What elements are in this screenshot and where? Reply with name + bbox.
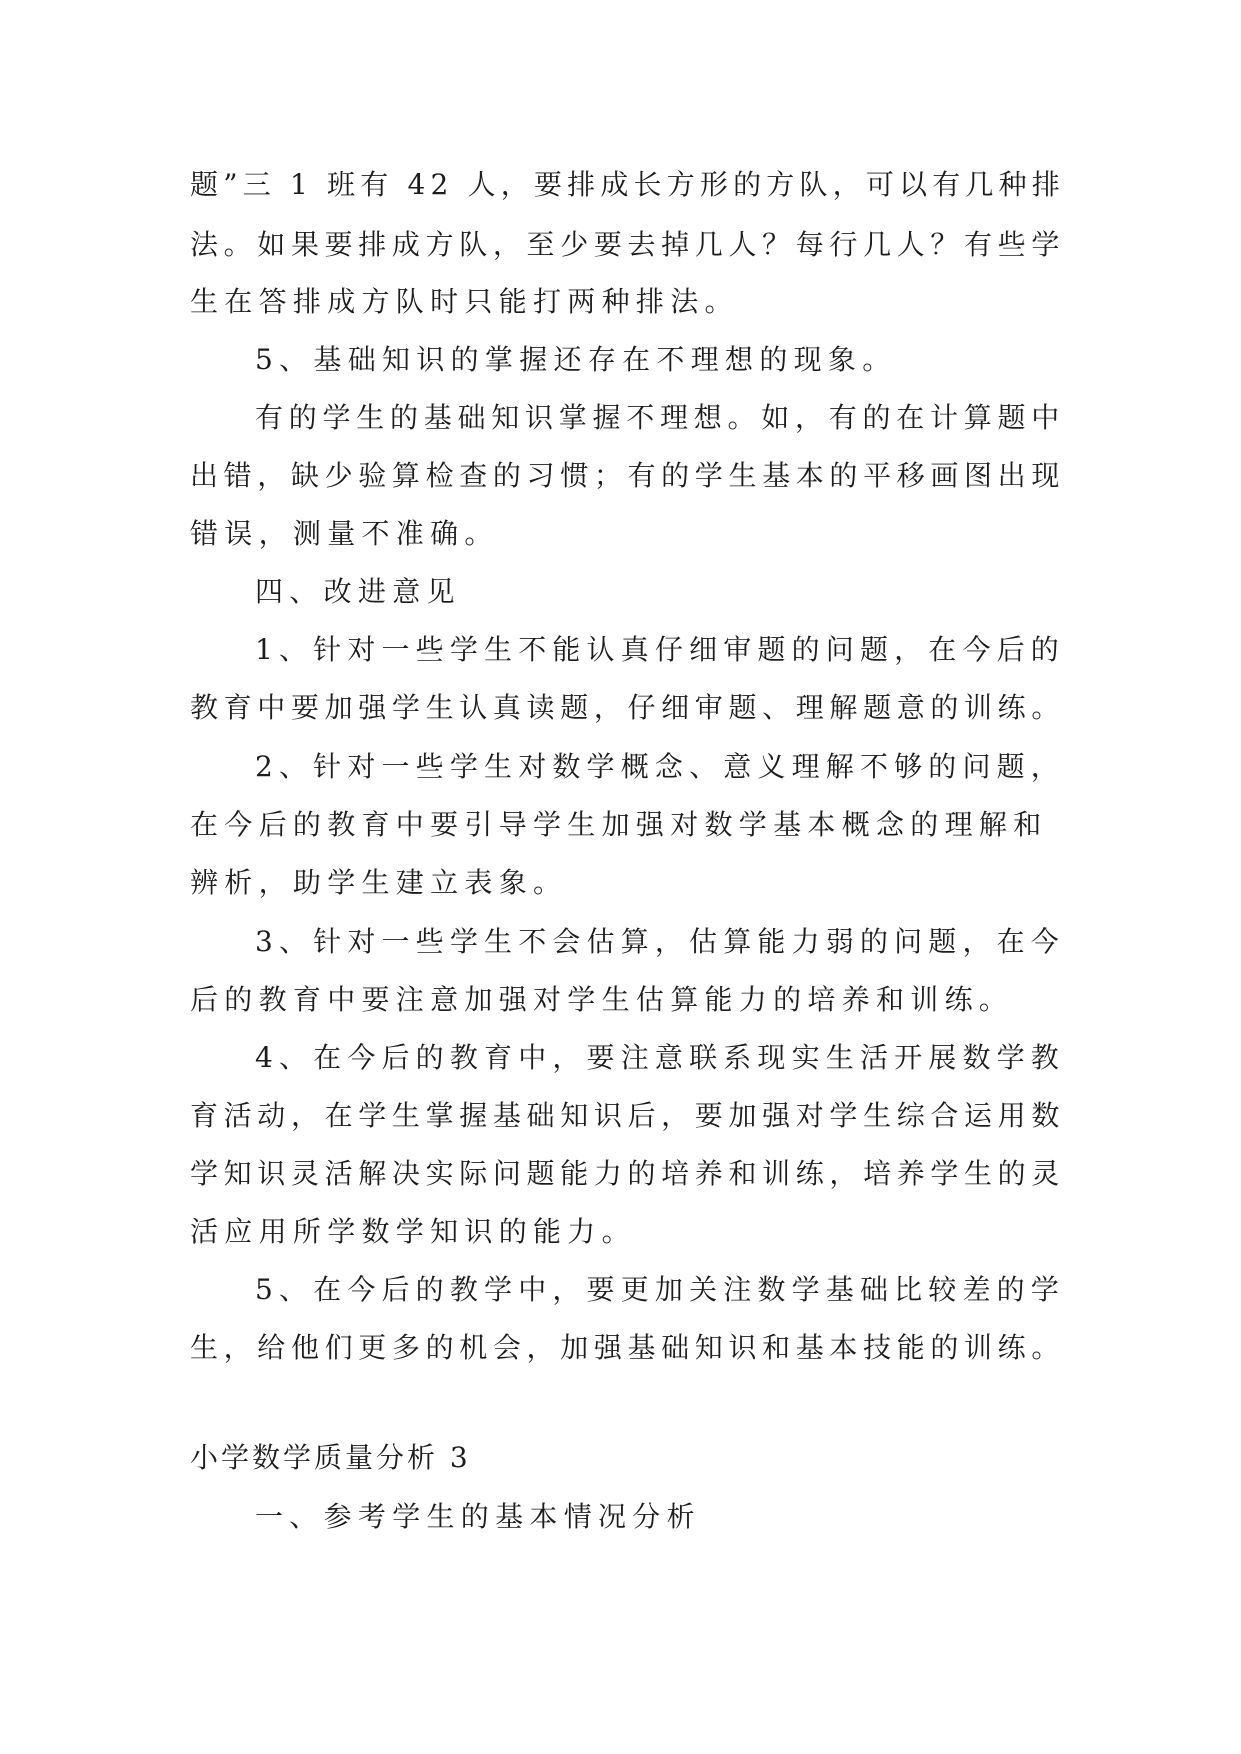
text-line: 错误，测量不准确。 [190, 517, 499, 550]
text-line: 育活动，在学生掌握基础知识后，要加强对学生综合运用数 [190, 1099, 1065, 1132]
text-line: 法。如果要排成方队，至少要去掉几人？每行几人？有些学 [190, 228, 1065, 261]
text-line: 在今后的教育中要引导学生加强对数学基本概念的理解和 [190, 808, 1048, 841]
section-heading: 四、改进意见 [255, 575, 461, 608]
text-line: 出错，缺少验算检查的习惯；有的学生基本的平移画图出现 [190, 459, 1065, 492]
text-line: 1、针对一些学生不能认真仔细审题的问题，在今后的 [255, 633, 1065, 666]
text-line: 教育中要加强学生认真读题，仔细审题、理解题意的训练。 [190, 691, 1065, 724]
text-line: 2、针对一些学生对数学概念、意义理解不够的问题， [255, 750, 1065, 783]
text-line: 学知识灵活解决实际问题能力的培养和训练，培养学生的灵 [190, 1157, 1065, 1190]
text-line: 辨析，助学生建立表象。 [190, 866, 568, 899]
text-line: 4、在今后的教育中，要注意联系现实生活开展数学教 [255, 1041, 1065, 1074]
text-line: 题”三 1 班有 42 人，要排成长方形的方队，可以有几种排 [190, 168, 1065, 201]
text-line: 3、针对一些学生不会估算，估算能力弱的问题，在今 [255, 925, 1065, 958]
section-heading: 一、参考学生的基本情况分析 [255, 1500, 701, 1533]
text-line: 5、在今后的教学中，要更加关注数学基础比较差的学 [255, 1273, 1065, 1306]
text-line: 5、基础知识的掌握还存在不理想的现象。 [255, 343, 897, 376]
text-line: 后的教育中要注意加强对学生估算能力的培养和训练。 [190, 983, 1014, 1016]
text-line: 生，给他们更多的机会，加强基础知识和基本技能的训练。 [190, 1331, 1065, 1364]
text-line: 有的学生的基础知识掌握不理想。如，有的在计算题中 [255, 401, 1065, 434]
text-line: 生在答排成方队时只能打两种排法。 [190, 285, 739, 318]
section-title: 小学数学质量分析 3 [190, 1441, 471, 1474]
text-line: 活应用所学数学知识的能力。 [190, 1215, 636, 1248]
